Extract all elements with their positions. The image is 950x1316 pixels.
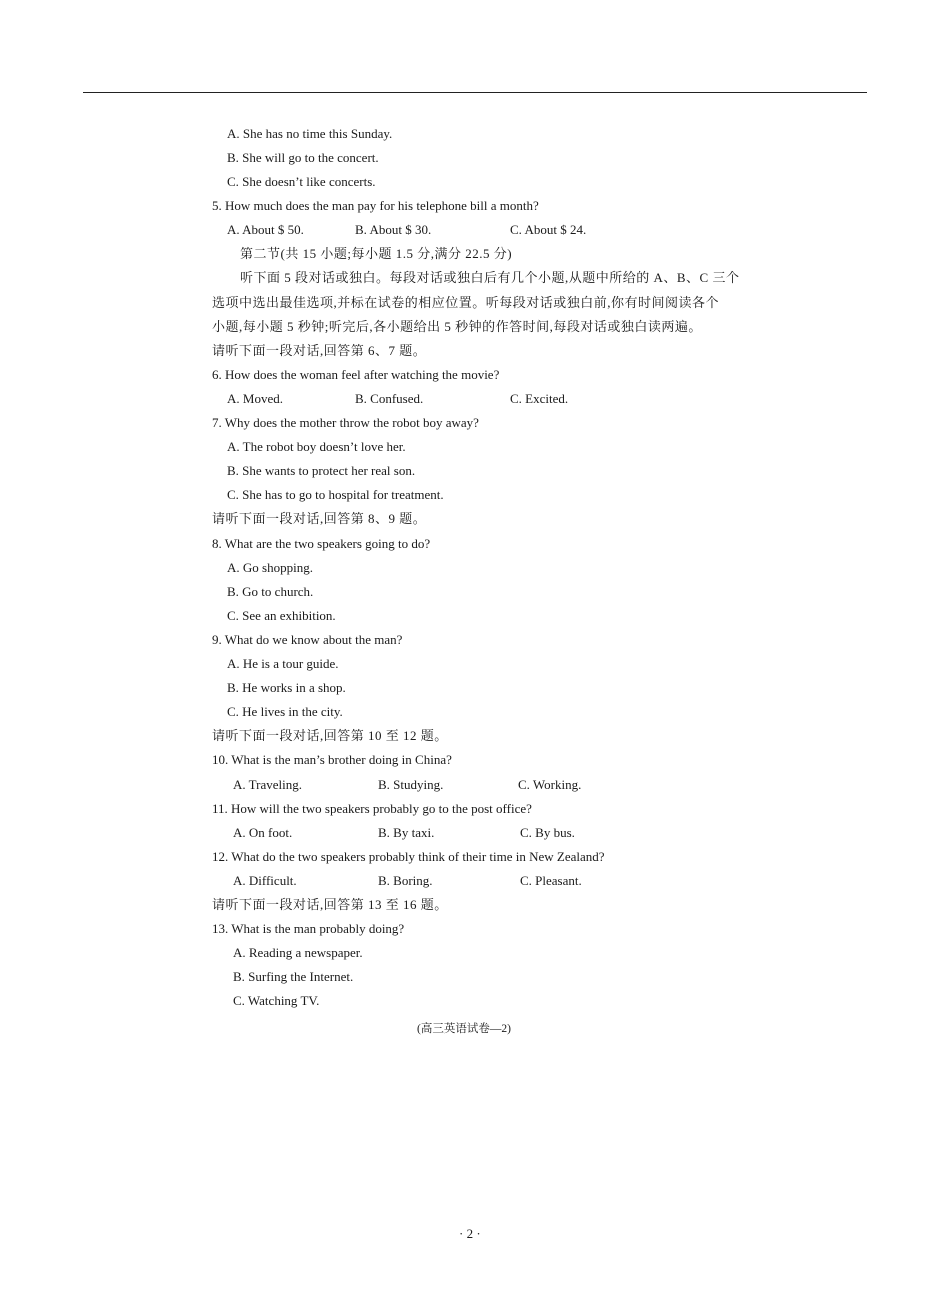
dialog-instruction-13-16: 请听下面一段对话,回答第 13 至 16 题。 (212, 897, 448, 912)
dialog-instruction-8-9: 请听下面一段对话,回答第 8、9 题。 (212, 511, 427, 526)
q10-option-b: B. Studying. (378, 777, 444, 792)
q5-option-c: C. About $ 24. (510, 222, 587, 237)
section2-instruction-3: 小题,每小题 5 秒钟;听完后,各小题给出 5 秒钟的作答时间,每段对话或独白读两遍。 (212, 319, 702, 334)
exam-footer-label: (高三英语试卷—2) (417, 1023, 511, 1035)
q13-stem: 13. What is the man probably doing? (212, 921, 405, 936)
q11-stem: 11. How will the two speakers probably go to the post office? (212, 801, 532, 816)
q12-option-b: B. Boring. (378, 873, 433, 888)
q4-option-a: A. She has no time this Sunday. (227, 126, 393, 141)
q4-option-c: C. She doesn’t like concerts. (227, 174, 376, 189)
q11-option-b: B. By taxi. (378, 825, 435, 840)
q9-option-a: A. He is a tour guide. (227, 656, 339, 671)
q8-stem: 8. What are the two speakers going to do? (212, 536, 431, 551)
q7-option-c: C. She has to go to hospital for treatment. (227, 487, 444, 502)
q12-option-c: C. Pleasant. (520, 873, 582, 888)
q6-option-a: A. Moved. (227, 391, 283, 406)
q6-stem: 6. How does the woman feel after watching the movie? (212, 367, 500, 382)
q7-option-b: B. She wants to protect her real son. (227, 463, 416, 478)
section2-heading: 第二节(共 15 小题;每小题 1.5 分,满分 22.5 分) (240, 246, 513, 261)
header-rule (83, 92, 867, 93)
page-number: · 2 · (459, 1226, 481, 1241)
q5-stem: 5. How much does the man pay for his telephone bill a month? (212, 198, 539, 213)
q8-option-c: C. See an exhibition. (227, 608, 336, 623)
q13-option-c: C. Watching TV. (233, 993, 320, 1008)
q9-stem: 9. What do we know about the man? (212, 632, 403, 647)
q8-option-b: B. Go to church. (227, 584, 314, 599)
q4-option-b: B. She will go to the concert. (227, 150, 379, 165)
q12-stem: 12. What do the two speakers probably think of their time in New Zealand? (212, 849, 605, 864)
q9-option-c: C. He lives in the city. (227, 704, 343, 719)
q5-option-b: B. About $ 30. (355, 222, 432, 237)
q12-option-a: A. Difficult. (233, 873, 297, 888)
q11-option-c: C. By bus. (520, 825, 575, 840)
q13-option-a: A. Reading a newspaper. (233, 945, 363, 960)
q5-option-a: A. About $ 50. (227, 222, 304, 237)
dialog-instruction-6-7: 请听下面一段对话,回答第 6、7 题。 (212, 343, 427, 358)
section2-instruction-1: 听下面 5 段对话或独白。每段对话或独白后有几个小题,从题中所给的 A、B、C 三个 (240, 270, 740, 285)
q6-option-b: B. Confused. (355, 391, 424, 406)
q11-option-a: A. On foot. (233, 825, 293, 840)
section2-instruction-2: 选项中选出最佳选项,并标在试卷的相应位置。听每段对话或独白前,你有时间阅读各个 (212, 295, 720, 310)
q13-option-b: B. Surfing the Internet. (233, 969, 354, 984)
q8-option-a: A. Go shopping. (227, 560, 313, 575)
q10-stem: 10. What is the man’s brother doing in China? (212, 752, 452, 767)
q10-option-c: C. Working. (518, 777, 582, 792)
q10-option-a: A. Traveling. (233, 777, 302, 792)
q6-option-c: C. Excited. (510, 391, 569, 406)
q7-stem: 7. Why does the mother throw the robot boy away? (212, 415, 479, 430)
q7-option-a: A. The robot boy doesn’t love her. (227, 439, 406, 454)
dialog-instruction-10-12: 请听下面一段对话,回答第 10 至 12 题。 (212, 728, 448, 743)
q9-option-b: B. He works in a shop. (227, 680, 346, 695)
